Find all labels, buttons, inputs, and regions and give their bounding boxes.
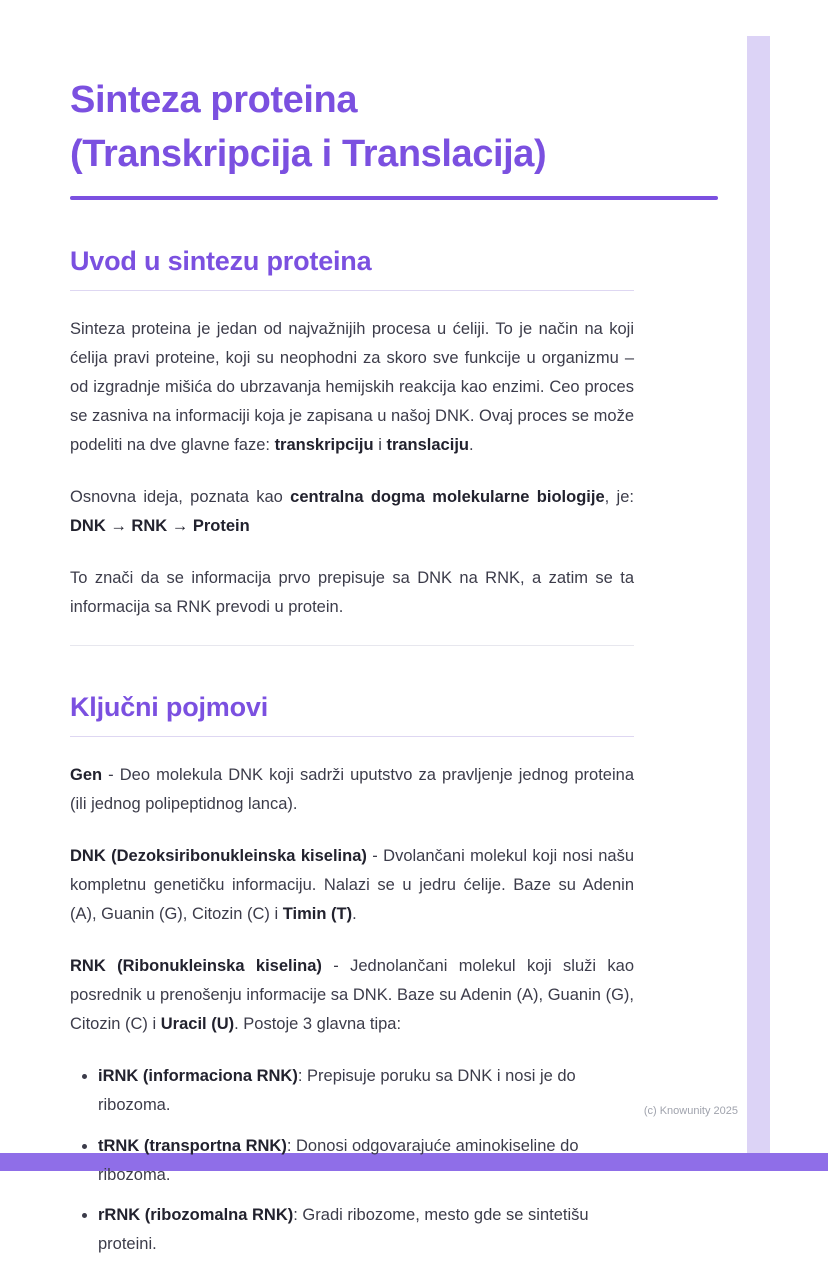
- list-item: • rRNK (ribozomalna RNK): Gradi ribozome, mesto gde se sintetišu proteini.: [98, 1201, 634, 1258]
- list-item: • iRNK (informaciona RNK): Prepisuje poruku sa DNK i nosi je do ribozoma.: [98, 1062, 634, 1119]
- paragraph: To znači da se informacija prvo prepisuje sa DNK na RNK, a zatim se ta informacija sa RNK prevodi u protein.: [70, 569, 634, 617]
- paragraph: DNK (Dezoksiribonukleinska kiselina) - Dvolančani molekul koji nosi našu kompletnu genetičku informaciju. Nalazi se u jedru ćelije. Baze su Adenin (A), Guanin (G), Citozin (C) i Timin (T).: [70, 847, 634, 924]
- document-content: [70, 0, 634, 1271]
- section-key-terms: [70, 692, 634, 1258]
- title-rule: [70, 196, 718, 200]
- paragraph: Sinteza proteina je jedan od najvažnijih procesa u ćeliji. To je način na koji ćelija pravi proteine, koji su neophodni za skoro sve funkcije u organizmu – od izgradnje mišića do ubrzavanja hemijskih reakcija kao enzimi. Ceo proces se zasniva na informaciji koja je zapisana u našoj DNK. Ovaj proces se može podeliti na dve glavne faze: transkripciju i translaciju.: [70, 319, 635, 455]
- section-heading-intro: Uvod u sintezu proteina: [70, 245, 372, 276]
- page-title-line1: Sinteza proteina: [70, 79, 358, 121]
- section-body: [70, 291, 634, 622]
- right-accent-strip: [747, 36, 770, 1153]
- section-heading-key-terms: Ključni pojmovi: [70, 692, 269, 723]
- list-item: • tRNK (transportna RNK): Donosi odgovarajuće aminokiseline do ribozoma.: [98, 1132, 634, 1189]
- page-title-line2: (Transkripcija i Translacija): [70, 132, 547, 175]
- paragraph: RNK (Ribonukleinska kiselina) - Jednolančani molekul koji služi kao posrednik u prenošenju informacije sa DNK. Baze su Adenin (A), Guanin (G), Citozin (C) i Uracil (U). Postoje 3 glavna tipa:: [70, 957, 635, 1034]
- copyright-footer: (c) Knowunity 2025: [643, 1105, 738, 1117]
- paragraph: Osnovna ideja, poznata kao centralna dogma molekularne biologije, je: DNK → RNK → Protein: [70, 488, 634, 536]
- page-title: [70, 74, 634, 182]
- section-intro: [70, 246, 634, 622]
- section-body: [70, 737, 634, 1258]
- section-divider: [70, 645, 634, 646]
- bullet-list: [80, 1062, 634, 1258]
- paragraph: Gen - Deo molekula DNK koji sadrži uputstvo za pravljenje jednog proteina (ili jednog polipeptidnog lanca).: [70, 766, 634, 814]
